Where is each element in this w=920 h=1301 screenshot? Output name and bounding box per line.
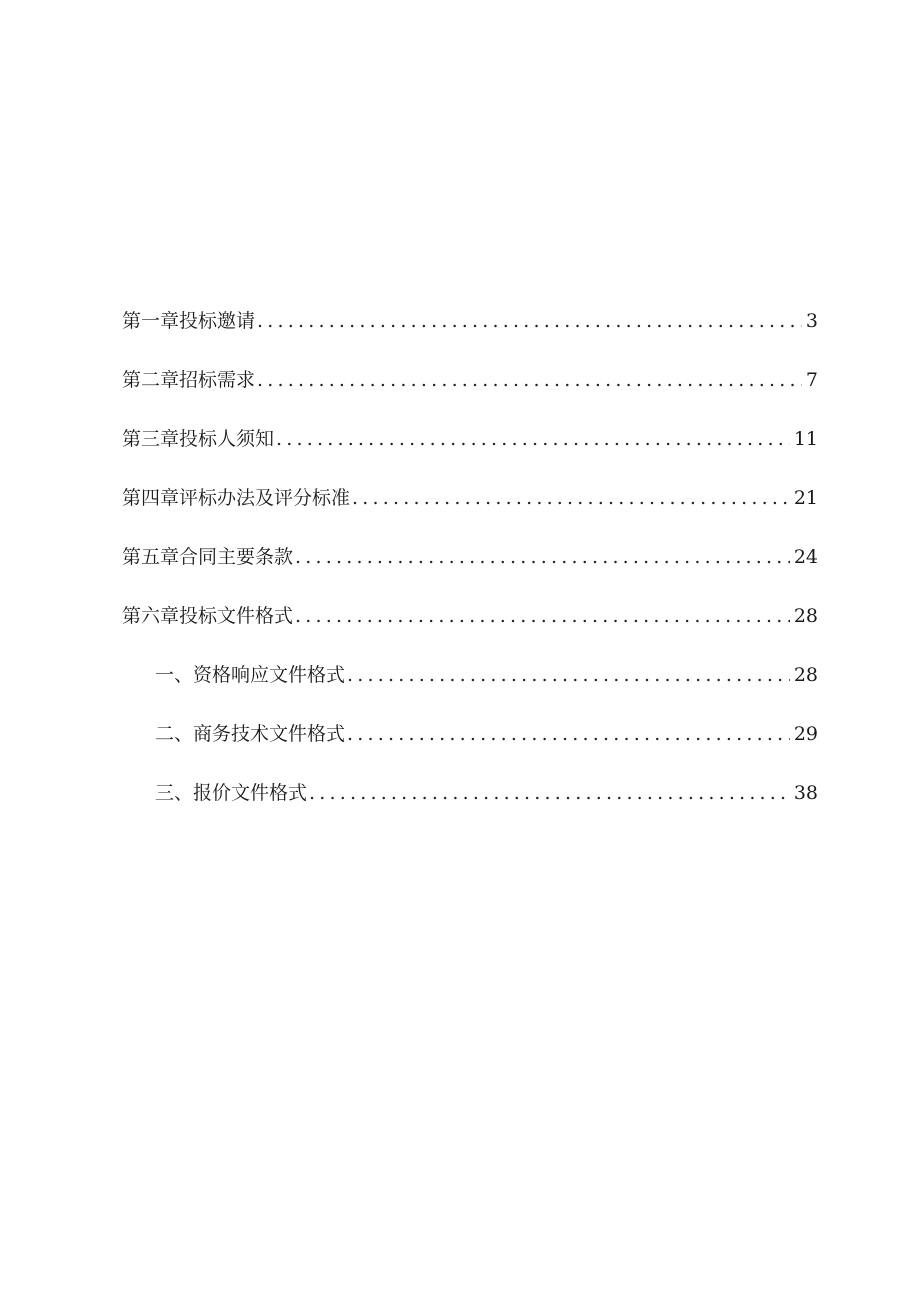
toc-entry-title: 第六章投标文件格式 bbox=[122, 605, 294, 627]
toc-entry-title: 二、商务技术文件格式 bbox=[155, 723, 346, 745]
toc-entry-title: 第三章投标人须知 bbox=[122, 428, 275, 450]
toc-entry-page: 11 bbox=[793, 428, 818, 450]
toc-entry-page: 7 bbox=[805, 369, 818, 391]
toc-entry-page: 3 bbox=[805, 310, 818, 332]
toc-entry-title: 第一章投标邀请 bbox=[122, 310, 256, 332]
toc-entry-chapter-6[interactable] bbox=[122, 600, 818, 659]
toc-entry-title: 第五章合同主要条款 bbox=[122, 546, 294, 568]
toc-dot-leader bbox=[347, 659, 790, 691]
toc-entry-page: 28 bbox=[793, 605, 818, 627]
toc-entry-page: 28 bbox=[793, 664, 818, 686]
toc-entry-title: 第四章评标办法及评分标准 bbox=[122, 487, 351, 509]
toc-entry-section-6-1[interactable] bbox=[122, 659, 818, 718]
toc-entry-page: 24 bbox=[793, 546, 818, 568]
toc-dot-leader bbox=[276, 423, 790, 455]
toc-dot-leader bbox=[295, 600, 790, 632]
toc-entry-page: 21 bbox=[793, 487, 818, 509]
toc-entry-title: 第二章招标需求 bbox=[122, 369, 256, 391]
toc-entry-chapter-3[interactable] bbox=[122, 423, 818, 482]
toc-entry-section-6-2[interactable] bbox=[122, 718, 818, 777]
toc-dot-leader bbox=[352, 482, 790, 514]
toc-entry-title: 三、报价文件格式 bbox=[155, 782, 308, 804]
toc-dot-leader bbox=[347, 718, 790, 750]
toc-dot-leader bbox=[309, 777, 790, 809]
toc-entry-chapter-5[interactable] bbox=[122, 541, 818, 600]
toc-dot-leader bbox=[257, 364, 802, 396]
toc-entry-chapter-1[interactable] bbox=[122, 305, 818, 364]
toc-dot-leader bbox=[295, 541, 790, 573]
toc-entry-chapter-4[interactable] bbox=[122, 482, 818, 541]
toc-dot-leader bbox=[257, 305, 802, 337]
toc-entry-page: 29 bbox=[793, 723, 818, 745]
table-of-contents bbox=[122, 305, 818, 836]
toc-entry-section-6-3[interactable] bbox=[122, 777, 818, 836]
toc-entry-chapter-2[interactable] bbox=[122, 364, 818, 423]
toc-entry-page: 38 bbox=[793, 782, 818, 804]
toc-entry-title: 一、资格响应文件格式 bbox=[155, 664, 346, 686]
